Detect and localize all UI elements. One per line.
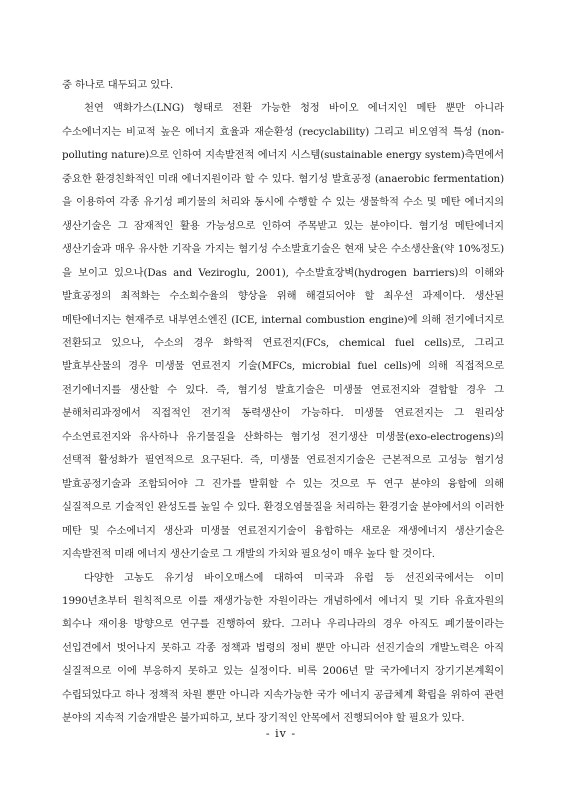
paragraph-energy-technology: 천연 액화가스(LNG) 형태로 전환 가능한 청정 바이오 에너지인 메탄 뿐만 아니라 수소에너지는 비교적 높은 에너지 효율과 재순환성 (recyclability) 그리고 비오염적 특성 (non-polluting nature)으로 인하여 지속발전적 에너지 시스템(sustainable energy system)측면에서 중요한 환경친화적인 미래 에너지원이라 할 수 있다. 혐기성 발효공정 (anaerobic fermentation)을 이용하여 각종 유기성 폐기물의 처리와 동시에 수행할 수 있는 생물학적 수소 및 메탄 에너지의 생산기술은 그 잠재적인 활용 가능성으로 인하여 주목받고 있는 분야이다. 혐기성 메탄에너지 생산기술과 매우 유사한 기작을 가지는 혐기성 수소발효기술은 현재 낮은 수소생산율(약 10%정도)을 보이고 있으나(Das and Veziroglu, 2001), 수소발효장벽(hydrogen barriers)의 이해와 발효공정의 최적화는 수소회수율의 향상을 위해 해결되어야 할 최우선 과제이다. 생산된 메탄에너지는 현재주로 내부연소엔진 (ICE, internal combustion engine)에 의해 전기에너지로 전환되고 있으나, 수소의 경우 화학적 연료전지(FCs, chemical fuel cells)로, 그리고 발효부산물의 경우 미생물 연료전지 기술(MFCs, microbial fuel cells)에 의해 직접적으로 전기에너지를 생산할 수 있다. 즉, 혐기성 발효기술은 미생물 연료전지와 결합할 경우 그 분해처리과정에서 직접적인 전기적 동력생산이 가능하다. 미생물 연료전지는 그 원리상 수소연료전지와 유사하나 유기물질을 산화하는 혐기성 전기생산 미생물(exo-electrogens)의 선택적 활성화가 필연적으로 요구된다. 즉, 미생물 연료전지기술은 근본적으로 고성능 혐기성 발효공정기술과 조합되어야 그 진가를 발휘할 수 있는 것으로 두 연구 분야의 융합에 의해 실질적으로 기술적인 완성도를 높일 수 있다. 환경오염물질을 처리하는 환경기술 분야에서의 이러한 메탄 및 수소에너지 생산과 미생물 연료전지기술이 융합하는 새로운 재생에너지 생산기술은 지속발전적 미래 에너지 생산기술로 그 개발의 가치와 필요성이 매우 높다 할 것이다.	[62, 102, 504, 561]
paragraph-continuation: 중 하나로 대두되고 있다.	[62, 79, 174, 91]
page-number: - iv -	[265, 727, 297, 740]
body-text	[62, 74, 504, 731]
paragraph-biomass-policy: 다양한 고농도 유기성 바이오매스에 대하여 미국과 유럽 등 선진외국에서는 이미 1990년초부터 원칙적으로 이를 재생가능한 자원이라는 개념하에서 에너지 및 기타 유효자원의 회수나 재이용 방향으로 연구를 진행하여 왔다. 그러나 우리나라의 경우 아직도 폐기물이라는 선입견에서 벗어나지 못하고 각종 정책과 법령의 정비 뿐만 아니라 선진기술의 개발노력은 아직 실질적으로 이에 부응하지 못하고 있는 실정이다. 비록 2006년 말 국가에너지 장기기본계획이 수립되었다고 하나 정책적 차원 뿐만 아니라 지속가능한 국가 에너지 공급체계 확립을 위하여 관련 분야의 지속적 기술개발은 불가피하고, 보다 장기적인 안목에서 진행되어야 할 필요가 있다.	[62, 571, 504, 725]
